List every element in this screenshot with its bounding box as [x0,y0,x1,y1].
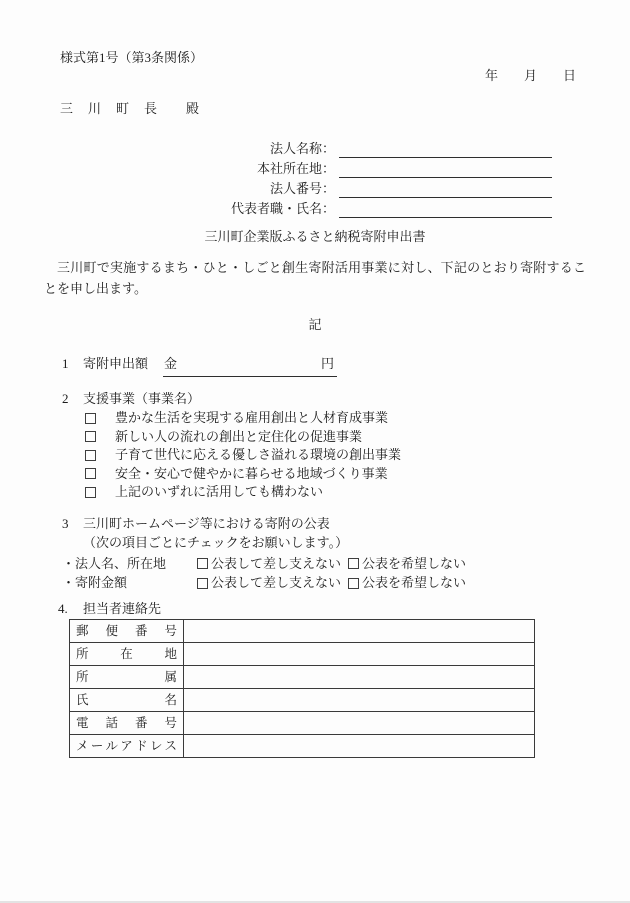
publication-allow-label: 公表して差し支えない [211,555,342,571]
publication-header [62,515,466,534]
section-number-1: 1 [62,356,69,371]
support-project-option-label: 安全・安心で健やかに暮らせる地域づくり事業 [115,465,388,481]
support-projects-header [62,390,401,409]
support-project-option [62,446,401,465]
section-support-projects [62,390,401,502]
checkbox-icon[interactable] [348,558,359,569]
contact-label-postal-code: 郵便番号 [70,620,184,643]
head-office-address-row [80,158,552,178]
date-line: 年 月 日 [484,68,576,83]
donation-amount-input-line[interactable] [163,355,337,377]
publication-row-label: ・寄附金額 [62,575,128,591]
document-title: 三川町企業版ふるさと納税寄附申出書 [204,229,426,244]
contact-title: 担当者連絡先 [83,601,162,616]
head-office-address-input-line[interactable] [339,161,552,178]
contact-value-department[interactable] [184,666,535,689]
addressee-mayor: 三 川 町 長 殿 [60,101,201,116]
publication-allow-label: 公表して差し支えない [211,575,342,591]
contact-label-email: メールアドレス [70,735,184,758]
contact-label-department: 所属 [70,666,184,689]
checkbox-icon[interactable] [197,578,208,589]
publication-row-label: ・法人名、所在地 [62,555,167,571]
publication-refuse-option [348,555,466,573]
table-row [70,689,535,712]
contact-value-phone[interactable] [184,712,535,735]
contact-label-name: 氏名 [70,689,184,712]
table-row [70,666,535,689]
checkbox-icon[interactable] [85,468,96,479]
body-paragraph: 三川町で実施するまち・ひと・しごと創生寄附活用事業に対し、下記のとおり寄附することを申し出ます。 [44,260,586,296]
checkbox-icon[interactable] [85,450,96,461]
contact-label-phone: 電話番号 [70,712,184,735]
corporate-info-fields [80,138,552,218]
section-number-3: 3 [62,516,69,531]
section-contact-header [58,600,161,618]
currency-prefix: 金 [164,356,178,371]
support-project-option-label: 豊かな生活を実現する雇用創出と人材育成事業 [115,410,389,426]
currency-unit: 円 [321,356,335,371]
table-row [70,735,535,758]
corporate-name-input-line[interactable] [339,141,552,158]
table-row [70,643,535,666]
contact-label-address: 所在地 [70,643,184,666]
contact-value-address[interactable] [184,643,535,666]
support-project-option-label: 新しい人の流れの創出と定住化の促進事業 [115,428,363,444]
support-projects-title: 支援事業（事業名） [83,391,201,406]
section-number-4: 4. [58,601,68,616]
checkbox-icon[interactable] [85,431,96,442]
contact-value-postal-code[interactable] [184,620,535,643]
section-donation-amount [62,355,337,377]
support-project-option-label: 上記のいずれに活用しても構わない [115,484,324,500]
publication-allow-option [197,555,348,573]
support-project-option-label: 子育て世代に応える優しさ溢れる環境の創出事業 [115,447,402,463]
checkbox-icon[interactable] [85,487,96,498]
publication-row-donation-amount [62,574,466,594]
donation-amount-title: 寄附申出額 [83,356,149,371]
corporate-number-input-line[interactable] [339,181,552,198]
support-project-option [62,428,401,447]
contact-value-name[interactable] [184,689,535,712]
publication-refuse-option [348,574,466,592]
checkbox-icon[interactable] [348,578,359,589]
form-number: 様式第1号（第3条関係） [60,50,204,65]
head-office-address-label: 本社所在地： [256,161,335,177]
representative-input-line[interactable] [339,201,552,218]
representative-label: 代表者職・氏名： [230,201,335,217]
table-row [70,712,535,735]
corporate-name-row [80,138,552,158]
support-project-option [62,409,401,428]
corporate-number-label: 法人番号： [269,181,335,197]
corporate-name-label: 法人名称： [269,141,335,157]
support-project-option [62,483,401,502]
publication-allow-option [197,574,348,592]
section-publication [62,515,466,593]
representative-row [80,198,552,218]
record-mark: 記 [308,317,322,332]
publication-refuse-label: 公表を希望しない [362,555,467,571]
contact-table [69,619,535,758]
checkbox-icon[interactable] [85,413,96,424]
publication-note: （次の項目ごとにチェックをお願いします。） [83,535,349,550]
section-number-2: 2 [62,391,69,406]
table-row [70,620,535,643]
publication-row-corporate-name [62,554,466,574]
publication-refuse-label: 公表を希望しない [362,575,467,591]
corporate-number-row [80,178,552,198]
checkbox-icon[interactable] [197,558,208,569]
publication-title: 三川町ホームページ等における寄附の公表 [83,516,330,531]
contact-value-email[interactable] [184,735,535,758]
support-project-option [62,465,401,484]
